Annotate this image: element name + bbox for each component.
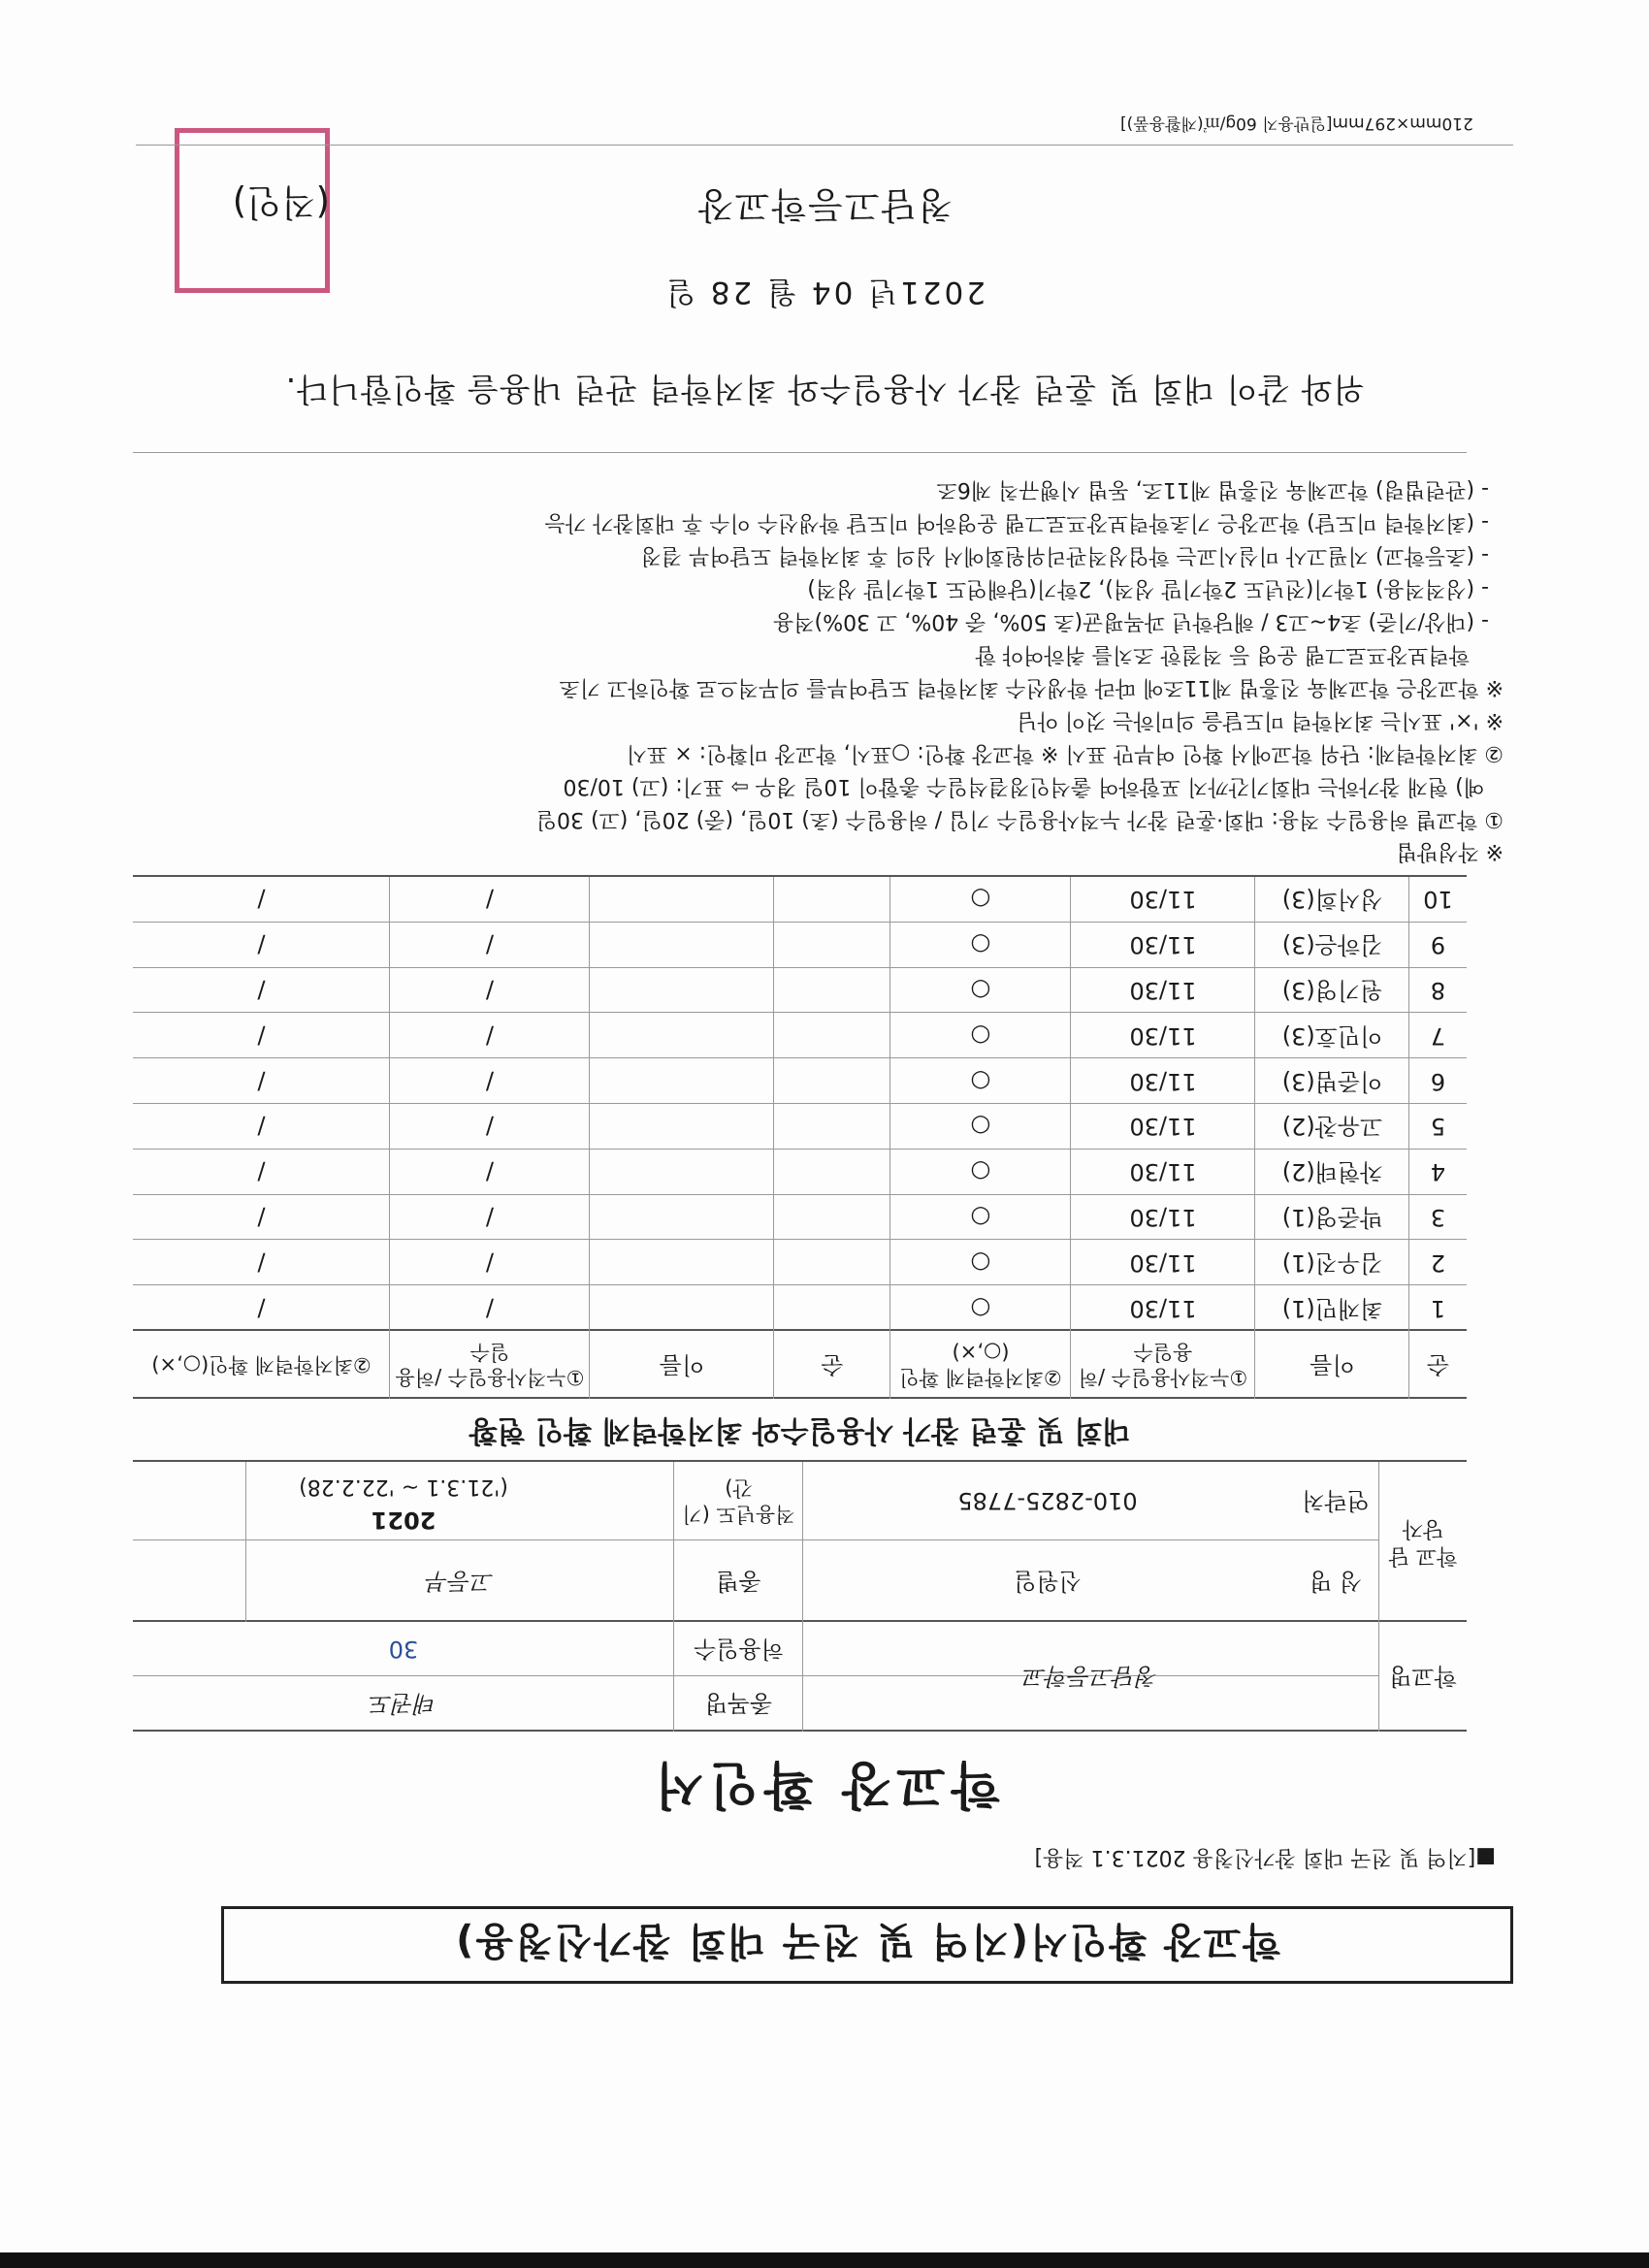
event-label: 종목명 [704, 1690, 773, 1718]
header-name-right: 이름 [659, 1351, 705, 1378]
confirmation-sentence: 위와 같이 대회 및 훈련 참가 사용일수와 최저학력 관련 내용을 확인합니다. [284, 371, 1365, 408]
table-cell-name: 이준범(3) [1281, 1067, 1383, 1095]
table-cell-name2 [590, 923, 774, 968]
table-cell-days2: / [485, 977, 495, 1005]
note-1b: 예) 현재 참가하는 대회기간까지 포함하여 출석인정결석일수 총합이 10일 경우 ⇨ 표기: (고) 10/30 [563, 774, 1484, 798]
table-title: 대회 및 훈련 참가 사용일수와 최저학력제 확인 현황 [469, 1413, 1131, 1448]
note-7: - (초등학교) 지필고사 미실시교는 학업성적관리위원회에서 심의 후 최저학력 도달여부 결정 [640, 543, 1489, 567]
table-cell-no: 10 [1423, 886, 1453, 914]
school-name-label: 학교명 [1389, 1663, 1457, 1691]
note-6: - (성적적용) 1학기(전년도 2학기말 성적), 2학기(당해연도 1학기말 성적) [807, 576, 1489, 600]
period-value: ('21.3.1 ~ '22.2.28) [299, 1474, 508, 1499]
table-cell-check2: / [257, 1158, 266, 1186]
note-1: ① 학교별 허용일수 적용: 대회·훈련 참가 누적사용일수 기입 / 허용일수 (초) 10일, (중) 20일, (고) 30일 [535, 807, 1504, 831]
person-name-label: 성 명 [1310, 1568, 1362, 1595]
table-cell-no: 5 [1430, 1113, 1446, 1141]
note-4: ※ 학교장은 학교체육 진흥법 제11조에 따라 학생선수 최저학력 도달여부를 의무적으로 확인하고 기초 [559, 675, 1504, 699]
table-cell-check2: / [257, 1113, 266, 1141]
table-cell-check2: / [257, 1248, 266, 1277]
table-cell-days: 11/30 [1129, 1204, 1197, 1232]
table-cell-no2 [774, 1013, 890, 1058]
table-cell-days: 11/30 [1129, 931, 1197, 959]
table-cell-no: 8 [1430, 977, 1446, 1005]
header-check: ②최저학력제 확인(○,×) [899, 1341, 1062, 1390]
header-days-right: ①누적사용일수 /허용일수 [395, 1341, 585, 1390]
table-cell-no2 [774, 1285, 890, 1331]
table-cell-days2: / [485, 1021, 495, 1050]
table-cell-check: ○ [970, 1294, 991, 1322]
table-cell-name: 원기영(3) [1281, 977, 1383, 1005]
table-cell-days: 11/30 [1129, 1113, 1197, 1141]
table-cell-no: 1 [1430, 1294, 1446, 1322]
table-cell-days2: / [485, 1204, 495, 1232]
note-4b: 학력보장프로그램 운영 등 적절한 조치를 취하여야 함 [975, 642, 1470, 666]
applicable-date-note: ■[지역 및 전국 대회 참가신청용 2021.3.1 적용] [1034, 1845, 1496, 1869]
table-cell-name: 최재민(1) [1281, 1294, 1383, 1322]
table-cell-no2 [774, 877, 890, 923]
table-cell-days2: / [485, 1158, 495, 1186]
header-no: 순 [1426, 1351, 1450, 1378]
table-cell-no: 7 [1430, 1021, 1446, 1050]
header-name: 이름 [1310, 1351, 1355, 1378]
grade-value: 고등부 [426, 1568, 495, 1595]
table-cell-name2 [590, 877, 774, 923]
allowed-days-value: 30 [388, 1636, 419, 1663]
header-check-right: ②최저학력제 확인(○,×) [151, 1353, 372, 1377]
school-name-value: 청담고등학교 [1023, 1663, 1159, 1691]
table-cell-name: 성서희(3) [1281, 886, 1383, 914]
table-cell-check: ○ [970, 1067, 991, 1095]
note-8: - (최저학력 미도달) 학교장은 기초학력보장프로그램 운영하여 미도달 학생선수 이수 후 대회참가 가능 [544, 510, 1489, 535]
table-cell-no2 [774, 1240, 890, 1285]
table-cell-days: 11/30 [1129, 886, 1197, 914]
table-cell-name2 [590, 1285, 774, 1331]
table-cell-days: 11/30 [1129, 1067, 1197, 1095]
table-cell-name2 [590, 1240, 774, 1285]
table-cell-no: 6 [1430, 1067, 1446, 1095]
note-3: ※ '×' 표시는 최저학력 미도달을 의미하는 것이 아님 [1017, 708, 1504, 732]
paper-spec-note: 210mm×297mm[일반용지 60g/㎡(재활용품)] [1120, 113, 1473, 133]
table-cell-no: 4 [1430, 1158, 1446, 1186]
table-cell-name2 [590, 1150, 774, 1195]
table-cell-check2: / [257, 977, 266, 1005]
note-2: ② 최저학력제: 단위 학교에서 확인 여부만 표시 ※ 학교장 확인: ○표시, 학교장 미확인: × 표시 [626, 741, 1504, 765]
document-banner: 학교장 확인서(지역 및 전국 대회 참가신청용) [221, 1906, 1513, 1984]
table-cell-no: 2 [1430, 1248, 1446, 1277]
header-days: ①누적사용일수 /허용일수 [1078, 1341, 1248, 1390]
table-cell-days: 11/30 [1129, 1294, 1197, 1322]
table-cell-check2: / [257, 1204, 266, 1232]
table-cell-days: 11/30 [1129, 1158, 1197, 1186]
table-cell-days2: / [485, 1067, 495, 1095]
allowed-days-label: 허용일수 [694, 1636, 784, 1663]
table-cell-no2 [774, 968, 890, 1014]
year-value: 2021 [371, 1507, 436, 1534]
grade-label: 종별 [716, 1568, 761, 1595]
table-cell-check2: / [257, 1294, 266, 1322]
manager-label: 학교 담당자 [1388, 1516, 1458, 1568]
table-cell-check: ○ [970, 1204, 991, 1232]
table-cell-name: 박준영(1) [1281, 1204, 1383, 1232]
header-no-right: 순 [821, 1351, 844, 1378]
table-cell-name: 김우진(1) [1281, 1248, 1383, 1277]
table-cell-check: ○ [970, 1248, 991, 1277]
notes-heading: ※ 작성방법 [1396, 839, 1504, 863]
table-cell-name2 [590, 1058, 774, 1104]
table-cell-no: 3 [1430, 1204, 1446, 1232]
table-cell-no2 [774, 923, 890, 968]
table-cell-check: ○ [970, 931, 991, 959]
table-cell-days2: / [485, 1294, 495, 1322]
table-cell-name: 김하은(3) [1281, 931, 1383, 959]
table-cell-name2 [590, 1013, 774, 1058]
table-cell-no: 9 [1430, 931, 1446, 959]
table-cell-no2 [774, 1104, 890, 1150]
table-cell-name2 [590, 1195, 774, 1241]
table-cell-name2 [590, 1104, 774, 1150]
contact-label: 연락처 [1302, 1487, 1370, 1515]
seal-label: (직인) [232, 181, 330, 223]
table-cell-name: 차현태(2) [1281, 1158, 1383, 1186]
table-cell-check2: / [257, 1067, 266, 1095]
table-cell-check: ○ [970, 1158, 991, 1186]
note-9: - (관련법령) 학교체육 진흥법 제11조, 동법 시행규칙 제6조 [936, 477, 1489, 502]
table-cell-no2 [774, 1058, 890, 1104]
note-5: - (대상/기준) 초4~고3 / 해당학년 과목평균(초 50%, 중 40%, 고 30%)적용 [773, 609, 1489, 633]
table-cell-days: 11/30 [1129, 1021, 1197, 1050]
table-cell-check: ○ [970, 1113, 991, 1141]
table-cell-days: 11/30 [1129, 1248, 1197, 1277]
table-cell-check: ○ [970, 886, 991, 914]
table-cell-check2: / [257, 1021, 266, 1050]
event-value: 태권도 [370, 1690, 437, 1718]
table-cell-no2 [774, 1150, 890, 1195]
table-cell-days2: / [485, 1113, 495, 1141]
table-cell-days2: / [485, 931, 495, 959]
table-cell-check: ○ [970, 977, 991, 1005]
table-cell-check2: / [257, 886, 266, 914]
table-cell-days: 11/30 [1129, 977, 1197, 1005]
person-name-value: 신원일 [1014, 1568, 1082, 1595]
principal-signature: 청담고등학교장 [695, 184, 954, 226]
table-cell-days2: / [485, 886, 495, 914]
table-cell-no2 [774, 1195, 890, 1241]
table-cell-check: ○ [970, 1021, 991, 1050]
signature-date: 2021년 04 월 28 일 [663, 275, 986, 309]
year-label: 적용년도 (기간) [682, 1476, 795, 1526]
table-cell-name: 고유찬(2) [1281, 1113, 1383, 1141]
scan-edge [0, 2252, 1649, 2268]
table-cell-name: 이민호(3) [1281, 1021, 1383, 1050]
table-cell-days2: / [485, 1248, 495, 1277]
table-cell-check2: / [257, 931, 266, 959]
table-cell-name2 [590, 968, 774, 1014]
contact-value: 010-2825-7785 [957, 1487, 1138, 1515]
document-title: 학교장 확인서 [649, 1755, 1000, 1813]
